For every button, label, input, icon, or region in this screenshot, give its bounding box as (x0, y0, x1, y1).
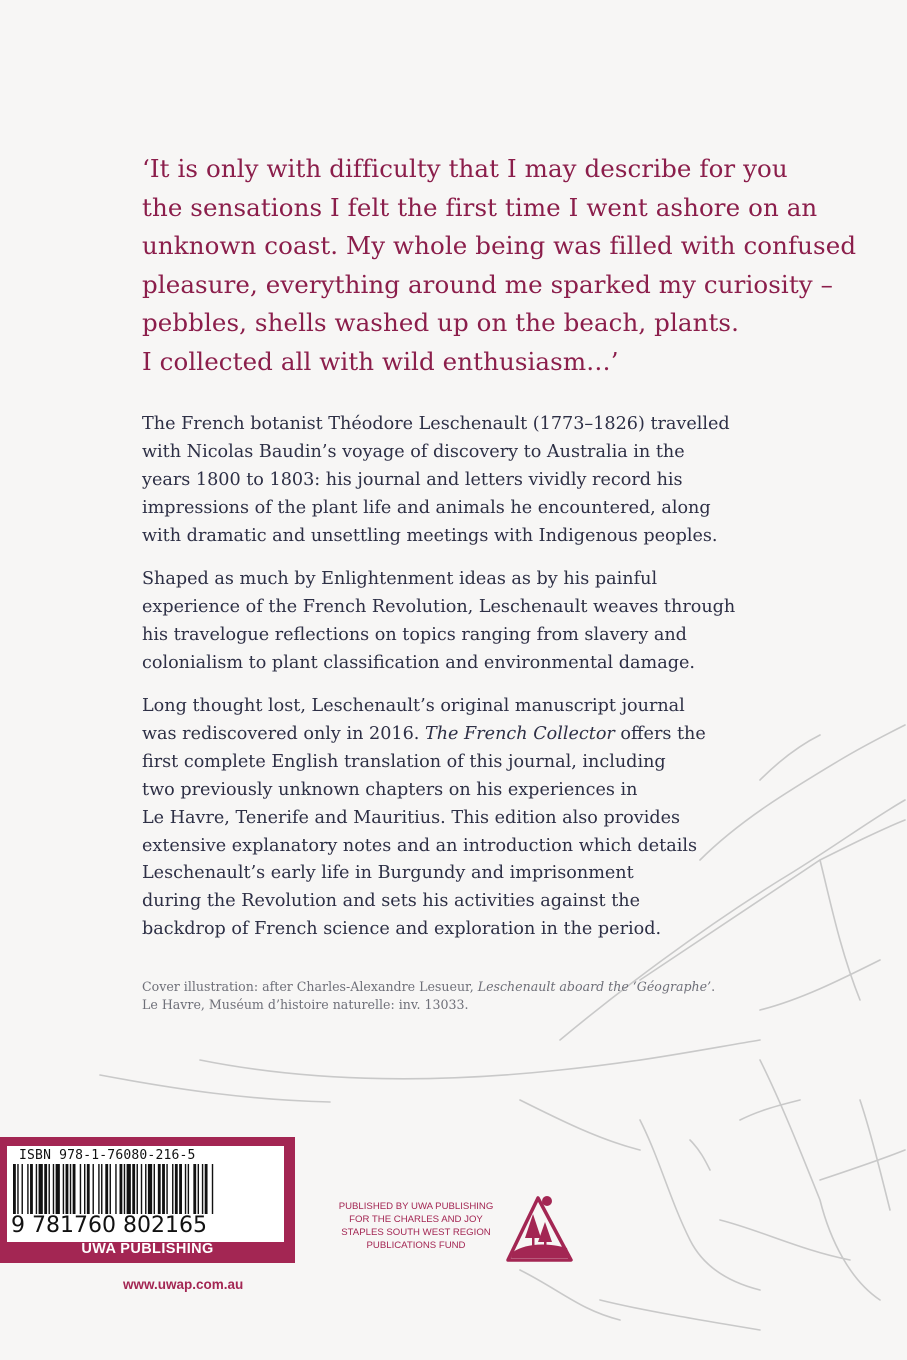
paragraph-line: Leschenault’s early life in Burgundy and imprisonment (142, 863, 634, 884)
barcode-bar (80, 1164, 81, 1214)
barcode-bar (56, 1164, 60, 1214)
barcode-bar (132, 1164, 135, 1214)
barcode-bar (17, 1164, 18, 1214)
barcode-bar (205, 1164, 208, 1214)
quote-line: I collected all with wild enthusiasm…’ (142, 346, 619, 376)
barcode-box (7, 1146, 284, 1242)
barcode-bar (185, 1164, 186, 1214)
isbn-label: ISBN 978-1-76080-216-5 (19, 1148, 196, 1163)
barcode-bar (154, 1164, 155, 1214)
barcode-bar (53, 1164, 54, 1214)
fund-line: PUBLISHED BY UWA PUBLISHING (338, 1201, 494, 1212)
paragraph-line (142, 721, 862, 749)
barcode-bar (66, 1164, 69, 1214)
pull-quote (142, 150, 882, 382)
barcode-bar (70, 1164, 71, 1214)
paragraph-line: with dramatic and unsettling meetings with Indigenous peoples. (142, 525, 718, 546)
blurb-paragraph-3 (142, 693, 862, 944)
barcode-bar (13, 1164, 16, 1214)
barcode-bar (49, 1164, 50, 1214)
book-title: The French Collector (424, 723, 615, 744)
paragraph-line: Long thought lost, Leschenault’s original manuscript journal (142, 696, 685, 716)
quote-line: pebbles, shells washed up on the beach, plants. (142, 308, 739, 338)
paragraph-text: was rediscovered only in 2016. (142, 723, 425, 744)
paragraph-line: two previously unknown chapters on his experiences in (142, 779, 638, 800)
paragraph-line: extensive explanatory notes and an introduction which details (142, 835, 698, 856)
quote-line: pleasure, everything around me sparked my curiosity – (142, 269, 833, 299)
caption-line (142, 978, 862, 996)
quote-line: ‘It is only with difficulty that I may describe for you (142, 154, 788, 183)
blurb-paragraph-1 (142, 411, 862, 551)
barcode-bar (166, 1164, 167, 1214)
paragraph-line: during the Revolution and sets his activities against the (142, 891, 641, 912)
caption-text: Cover illustration: after Charles-Alexandre Lesueur, (142, 979, 478, 994)
caption-line: Le Havre, Muséum d’histoire naturelle: inv. 13033. (142, 996, 469, 1012)
paragraph-line: backdrop of French science and exploration in the period. (142, 919, 662, 940)
barcode-bar (63, 1164, 64, 1214)
barcode-bar (212, 1164, 213, 1214)
paragraph-line: The French botanist Théodore Leschenault (1773–1826) travelled (142, 414, 730, 434)
barcode-bar (127, 1164, 131, 1214)
barcode-bar (73, 1164, 76, 1214)
fund-line: STAPLES SOUTH WEST REGION (341, 1227, 491, 1238)
paragraph-line: his travelogue reflections on topics ranging from slavery and (142, 624, 687, 645)
barcode-bar (44, 1164, 47, 1214)
publisher-website: www.uwap.com.au (123, 1277, 244, 1292)
paragraph-line: experience of the French Revolution, Leschenault weaves through (142, 596, 736, 617)
barcode-bar (36, 1164, 37, 1214)
paragraph-line: colonialism to plant classification and environmental damage. (142, 652, 695, 673)
barcode-bar (188, 1164, 189, 1214)
paragraph-line: years 1800 to 1803: his journal and letters vividly record his (142, 469, 683, 490)
barcode-bar (93, 1164, 94, 1214)
barcode-bar (124, 1164, 125, 1214)
barcode-bar (193, 1164, 196, 1214)
fund-statement (316, 1200, 516, 1252)
barcode-bar (22, 1164, 23, 1214)
barcode-bar (179, 1164, 182, 1214)
barcode-bar (172, 1164, 173, 1214)
barcode-bar (137, 1164, 138, 1214)
barcode-bar (101, 1164, 102, 1214)
paragraph-text: offers the (614, 723, 706, 744)
barcode-bar (175, 1164, 178, 1214)
paragraph-line: first complete English translation of this journal, including (142, 751, 666, 772)
barcode-bar (87, 1164, 90, 1214)
barcode-bar (39, 1164, 43, 1214)
tree-triangle-icon (505, 1192, 575, 1264)
cover-illustration-caption (142, 978, 862, 1013)
barcode-bar (115, 1164, 116, 1214)
barcode-bar (162, 1164, 165, 1214)
barcode-panel (0, 1137, 295, 1263)
paragraph-line: with Nicolas Baudin’s voyage of discovery to Australia in the (142, 441, 685, 462)
barcode-bar (141, 1164, 142, 1214)
blurb-paragraph-2 (142, 566, 862, 678)
barcode-bar (84, 1164, 85, 1214)
barcode-bar (105, 1164, 108, 1214)
barcode-bar (145, 1164, 146, 1214)
fund-line: PUBLICATIONS FUND (366, 1240, 466, 1251)
barcode-bar (27, 1164, 28, 1214)
artwork-title: Leschenault aboard the ‘Géographe’ (477, 979, 712, 994)
barcode-bar (30, 1164, 33, 1214)
barcode-bar (158, 1164, 161, 1214)
barcode-bar (198, 1164, 199, 1214)
paragraph-line: impressions of the plant life and animals he encountered, along (142, 497, 711, 518)
quote-line: unknown coast. My whole being was filled with confused (142, 231, 857, 261)
quote-line: the sensations I felt the first time I went ashore on an (142, 192, 818, 222)
paragraph-line: Le Havre, Tenerife and Mauritius. This edition also provides (142, 807, 681, 828)
barcode-bar (120, 1164, 123, 1214)
barcode-digits: 9 781760 802165 (11, 1213, 207, 1238)
paragraph-line: Shaped as much by Enlightenment ideas as by his painful (142, 569, 658, 589)
fund-line: FOR THE CHARLES AND JOY (349, 1214, 483, 1225)
caption-text: . (711, 979, 716, 994)
barcode-bar (202, 1164, 203, 1214)
publisher-name: UWA PUBLISHING (81, 1241, 214, 1257)
barcode-bar (148, 1164, 152, 1214)
barcode-bar (110, 1164, 111, 1214)
barcode-bars (13, 1164, 279, 1216)
barcode-bar (98, 1164, 99, 1214)
